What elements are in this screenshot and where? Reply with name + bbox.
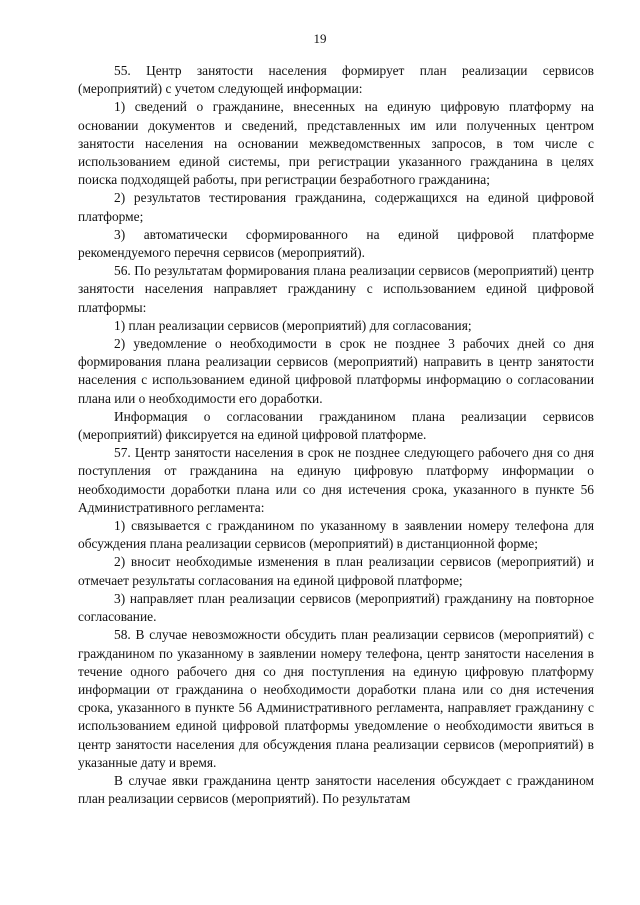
paragraph-58: 58. В случае невозможности обсудить план реализации сервисов (мероприятий) с гражданином по указанному в заявлении номеру телефона, центр занятости населения в течение одного рабочего дня со дня поступления на единую цифровую платформу информации от гражданина о необходимости доработки плана или со дня истечения срока, указанного в пункте 56 Административного регламента, направляет гражданину с использованием единой цифровой платформы уведомление о необходимости явиться в центр занятости населения для обсуждения плана реализации сервисов (мероприятий) в указанные дату и время. (78, 627, 594, 770)
paragraph-55: 55. Центр занятости населения формирует план реализации сервисов (мероприятий) с учетом следующей информации: (78, 63, 594, 97)
paragraph-57-item-2: 2) вносит необходимые изменения в план реализации сервисов (мероприятий) и отмечает результаты согласования на единой цифровой платформе; (78, 554, 594, 588)
paragraph-56-note: Информация о согласовании гражданином плана реализации сервисов (мероприятий) фиксируется на единой цифровой платформе. (78, 408, 594, 443)
paragraph-57-item-1: 1) связывается с гражданином по указанному в заявлении номеру телефона для обсуждения плана реализации сервисов (мероприятий) в дистанционной форме; (78, 518, 594, 552)
paragraph-56: 56. По результатам формирования плана реализации сервисов (мероприятий) центр занятости населения направляет гражданину с использованием единой цифровой платформы: (78, 263, 594, 315)
paragraph-55-item-3: 3) автоматически сформированного на единой цифровой платформе рекомендуемого перечня сервисов (мероприятий). (78, 226, 594, 261)
document-body (78, 62, 594, 808)
paragraph-57-item-3: 3) направляет план реализации сервисов (мероприятий) гражданину на повторное согласование. (78, 590, 594, 625)
page-number: 19 (313, 31, 327, 46)
paragraph-55-item-2: 2) результатов тестирования гражданина, содержащихся на единой цифровой платформе; (78, 190, 594, 224)
paragraph-56-item-2: 2) уведомление о необходимости в срок не позднее 3 рабочих дней со дня формирования плана реализации сервисов (мероприятий) направить в центр занятости населения с использованием единой цифровой платформы информацию о согласовании плана или о необходимости его доработки. (78, 336, 594, 406)
paragraph-57: 57. Центр занятости населения в срок не позднее следующего рабочего дня со дня поступления от гражданина на единую цифровую платформу информации о необходимости доработки плана или со дня истечения срока, указанного в пункте 56 Административного регламента: (78, 445, 594, 515)
paragraph-56-item-1: 1) план реализации сервисов (мероприятий) для согласования; (114, 317, 472, 333)
paragraph-58-continuation: В случае явки гражданина центр занятости населения обсуждает с гражданином план реализации сервисов (мероприятий). По результатам (78, 772, 594, 807)
paragraph-55-item-1: 1) сведений о гражданине, внесенных на единую цифровую платформу на основании документов и сведений, представленных им или полученных центром занятости населения на основании межведомственных запросов, в том числе с использованием единой системы, при регистрации указанного гражданина в целях поиска подходящей работы, при регистрации безработного гражданина; (78, 99, 594, 188)
